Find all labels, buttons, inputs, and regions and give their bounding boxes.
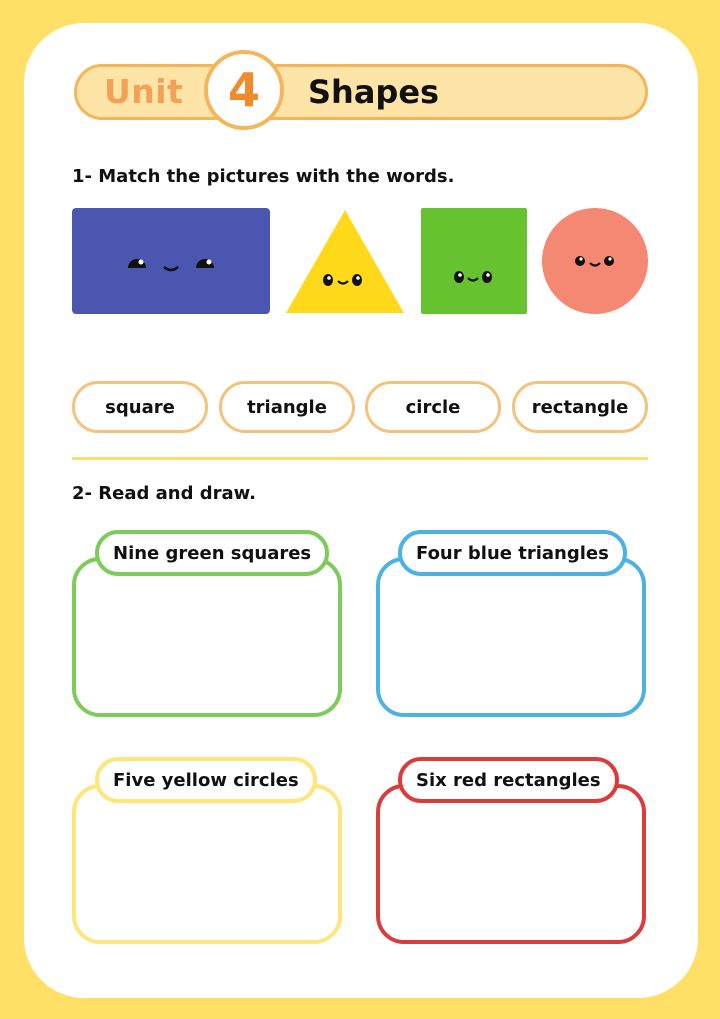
unit-label: Unit xyxy=(104,72,184,111)
word-pill-square[interactable]: square xyxy=(72,381,208,433)
circle-shape xyxy=(542,208,648,314)
box-label-yellow-circles: Five yellow circles xyxy=(95,757,317,803)
drawing-box-red-rectangles[interactable] xyxy=(376,784,646,944)
section1-title: 1- Match the pictures with the words. xyxy=(72,166,455,187)
unit-number: 4 xyxy=(227,63,260,117)
unit-number-badge xyxy=(204,50,284,130)
rectangle-shape xyxy=(72,208,270,314)
drawing-box-yellow-circles[interactable] xyxy=(72,784,342,944)
triangle-shape xyxy=(284,208,406,314)
word-pill-rectangle[interactable]: rectangle xyxy=(512,381,648,433)
section-divider xyxy=(72,457,648,460)
box-label-blue-triangles: Four blue triangles xyxy=(398,530,627,576)
drawing-box-blue-triangles[interactable] xyxy=(376,557,646,717)
box-label-red-rectangles: Six red rectangles xyxy=(398,757,619,803)
section2-title: 2- Read and draw. xyxy=(72,483,256,504)
box-label-green-squares: Nine green squares xyxy=(95,530,329,576)
unit-title: Shapes xyxy=(308,73,440,111)
word-pill-circle[interactable]: circle xyxy=(365,381,501,433)
word-pill-triangle[interactable]: triangle xyxy=(219,381,355,433)
drawing-box-green-squares[interactable] xyxy=(72,557,342,717)
square-shape xyxy=(421,208,527,314)
